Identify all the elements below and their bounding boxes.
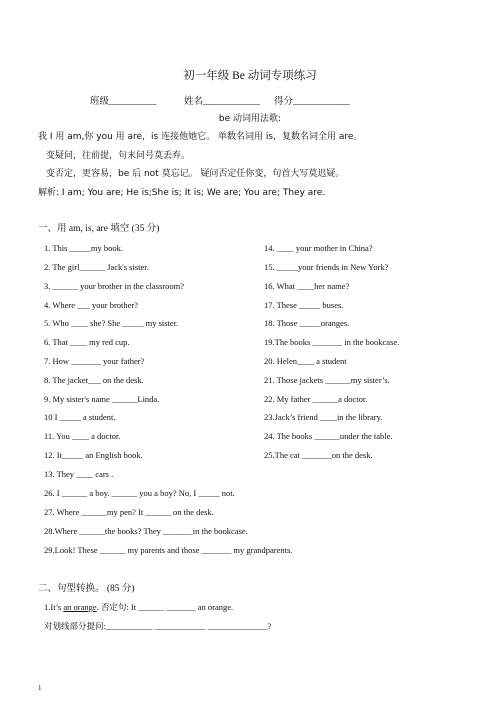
rule-line: 我 I 用 am,你 you 用 are，is 连接他她它。 单数名词用 is，复数名词全用 are。 [38,132,363,142]
underlined-phrase: an orange [63,602,97,612]
question-item: 26. I ______ a boy. ______ you a boy? No, I _____ not. [44,488,235,498]
question-item: 29.Look! These ______ my parents and those _______ my grandparents. [44,545,293,555]
question-item: 11. You ____ a doctor. [44,431,121,441]
section-1-title: 一、用 am, is, are 填空 (35 分) [38,224,160,234]
question-item: 21. Those jackets ______my sister’s. [264,375,390,385]
question-item: 6. That ____ my red cup. [44,337,130,347]
page-number: 1 [38,684,42,692]
question-followup: 对划线部分提问:___________ ____________ ______________? [44,621,272,631]
question-item: 19.The books _______ in the bookcase. [264,337,400,347]
question-suffix: . 否定句: It ______ _______ an orange. [96,602,234,612]
question-item: 20. Helen____ a student [264,356,347,366]
question-item: 28.Where ______the books? They _______in the bookcase. [44,526,248,536]
question-item: 2. The girl______ Jack's sister. [44,262,149,272]
question-item: 12. It_____ an English book. [44,450,143,460]
question-item: 9. My sister's name ______Linda. [44,394,160,404]
question-item: 23.Jack’s friend ____in the library. [264,412,383,422]
rule-line: 变疑问，往前提，句末问号莫丢弃。 [46,151,191,161]
question-prefix: 1.It’s [44,602,64,612]
question-item: 24. The books ______under the table. [264,431,393,441]
name-field: 姓名____________ [184,97,261,107]
question-item: 18. Those _____oranges. [264,318,350,328]
question-item: 4. Where ___ your brother? [44,300,139,310]
question-item [44,601,233,613]
question-item: 7. How _______ your father? [44,356,145,366]
question-item: 1. This _____my book. [44,243,123,253]
question-item: 14. ____ your mother in China? [264,243,373,253]
class-field: 班级__________ [90,97,157,107]
question-item: 5. Who ____ she? She _____ my sister. [44,318,179,328]
question-item: 25.The cat _______on the desk. [264,450,373,460]
section-2-title: 二、句型转换。 (85 分) [38,584,135,594]
rule-analysis: 解析: I am; You are; He is;She is; It is; We are; You are; They are. [38,188,326,198]
question-item: 27. Where ______my pen? It ______ on the desk. [44,507,214,517]
question-item: 17. These _____ buses. [264,300,344,310]
song-title: be 动词用法歌: [218,114,282,124]
rule-line: 变否定，更容易，be 后 not 莫忘记。 疑问否定任你变，句首大写莫迟疑。 [46,169,345,179]
question-item: 10 I _____ a student. [44,412,116,422]
page-title: 初一年级 Be 动词专项练习 [183,70,317,82]
question-item: 16. What ____her name? [264,281,350,291]
question-item: 15. _____your friends in New York? [264,262,389,272]
question-item: 8. The jacket___ on the desk. [44,375,144,385]
question-item: 13. They ____ cars . [44,469,114,479]
question-item: 22. My father ______a doctor. [264,394,368,404]
question-item: 3. ______ your brother in the classroom? [44,281,184,291]
score-field: 得分____________ [274,97,351,107]
